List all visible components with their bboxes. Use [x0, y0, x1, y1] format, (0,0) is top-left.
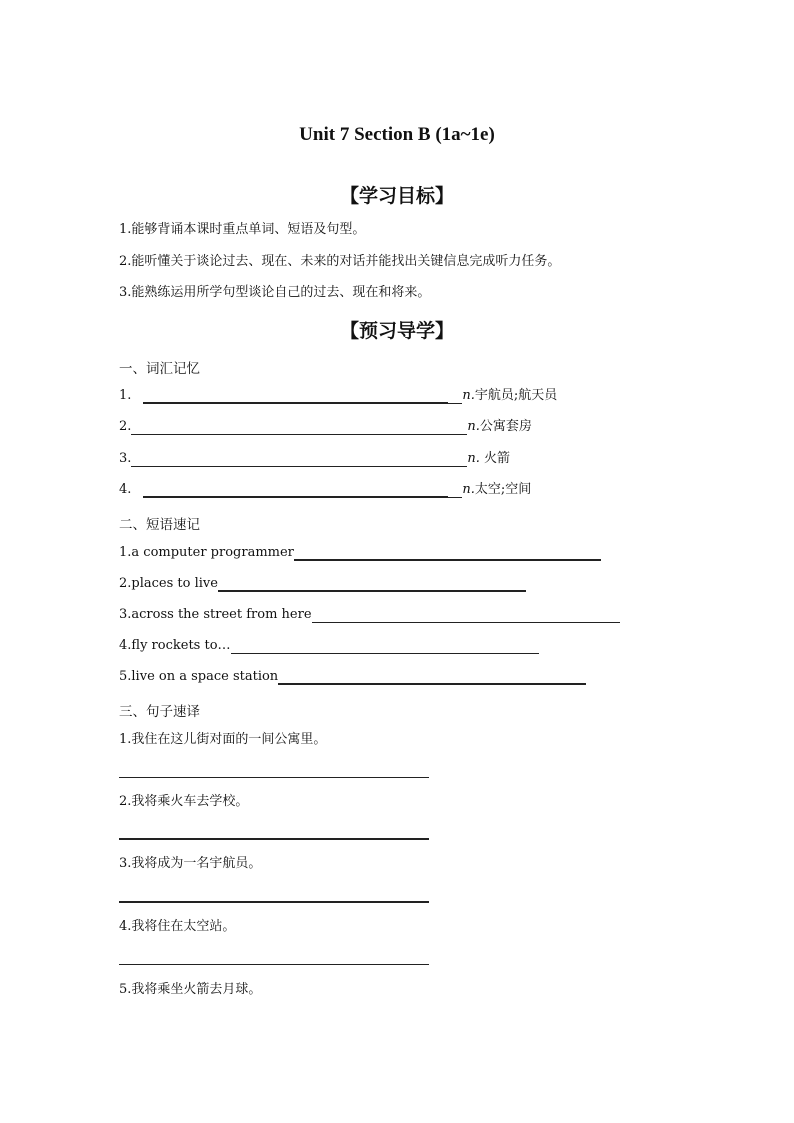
sentence-item: 5.我将乘坐火箭去月球。: [119, 982, 262, 997]
vocab-section-title: 一、词汇记忆: [119, 361, 200, 377]
phrase-answer-blank[interactable]: [294, 545, 601, 561]
vocab-answer-blank[interactable]: [143, 388, 448, 404]
sentence-answer-line[interactable]: [119, 838, 429, 840]
sentence-answer-line[interactable]: [119, 901, 429, 903]
vocab-item: 1. n.宇航员;航天员: [119, 388, 558, 403]
phrase-item: 3.across the street from here: [119, 607, 620, 623]
sentence-item: 4.我将住在太空站。: [119, 919, 236, 934]
goal-item: 3.能熟练运用所学句型谈论自己的过去、现在和将来。: [119, 285, 431, 300]
sentence-item: 1.我住在这儿街对面的一间公寓里。: [119, 732, 327, 747]
preview-heading: 【预习导学】: [339, 320, 454, 342]
sentence-answer-line[interactable]: [119, 964, 429, 965]
phrase-answer-blank[interactable]: [218, 576, 526, 592]
goal-item: 2.能听懂关于谈论过去、现在、未来的对话并能找出关键信息完成听力任务。: [119, 254, 561, 269]
phrase-item: 2.places to live: [119, 576, 526, 592]
vocab-item: 4. n.太空;空间: [119, 482, 532, 497]
goal-item: 1.能够背诵本课时重点单词、短语及句型。: [119, 222, 366, 237]
sentence-answer-line[interactable]: [119, 777, 429, 778]
goals-heading: 【学习目标】: [339, 185, 454, 207]
phrase-answer-blank[interactable]: [231, 639, 539, 654]
phrase-answer-blank[interactable]: [312, 608, 620, 623]
phrase-answer-blank[interactable]: [278, 669, 586, 685]
vocab-answer-blank[interactable]: [131, 420, 467, 435]
sentences-section-title: 三、句子速译: [119, 704, 200, 720]
phrase-item: 5.live on a space station: [119, 669, 586, 685]
vocab-answer-blank[interactable]: [143, 482, 448, 498]
sentence-item: 2.我将乘火车去学校。: [119, 794, 249, 809]
page-title: Unit 7 Section B (1a~1e): [299, 124, 495, 145]
phrase-item: 4.fly rockets to…: [119, 638, 539, 654]
vocab-item: 3. n. 火箭: [119, 451, 511, 466]
vocab-answer-blank[interactable]: [131, 452, 467, 467]
sentence-item: 3.我将成为一名宇航员。: [119, 856, 262, 871]
phrases-section-title: 二、短语速记: [119, 517, 200, 533]
vocab-item: 2. n.公寓套房: [119, 419, 532, 434]
phrase-item: 1.a computer programmer: [119, 545, 601, 561]
